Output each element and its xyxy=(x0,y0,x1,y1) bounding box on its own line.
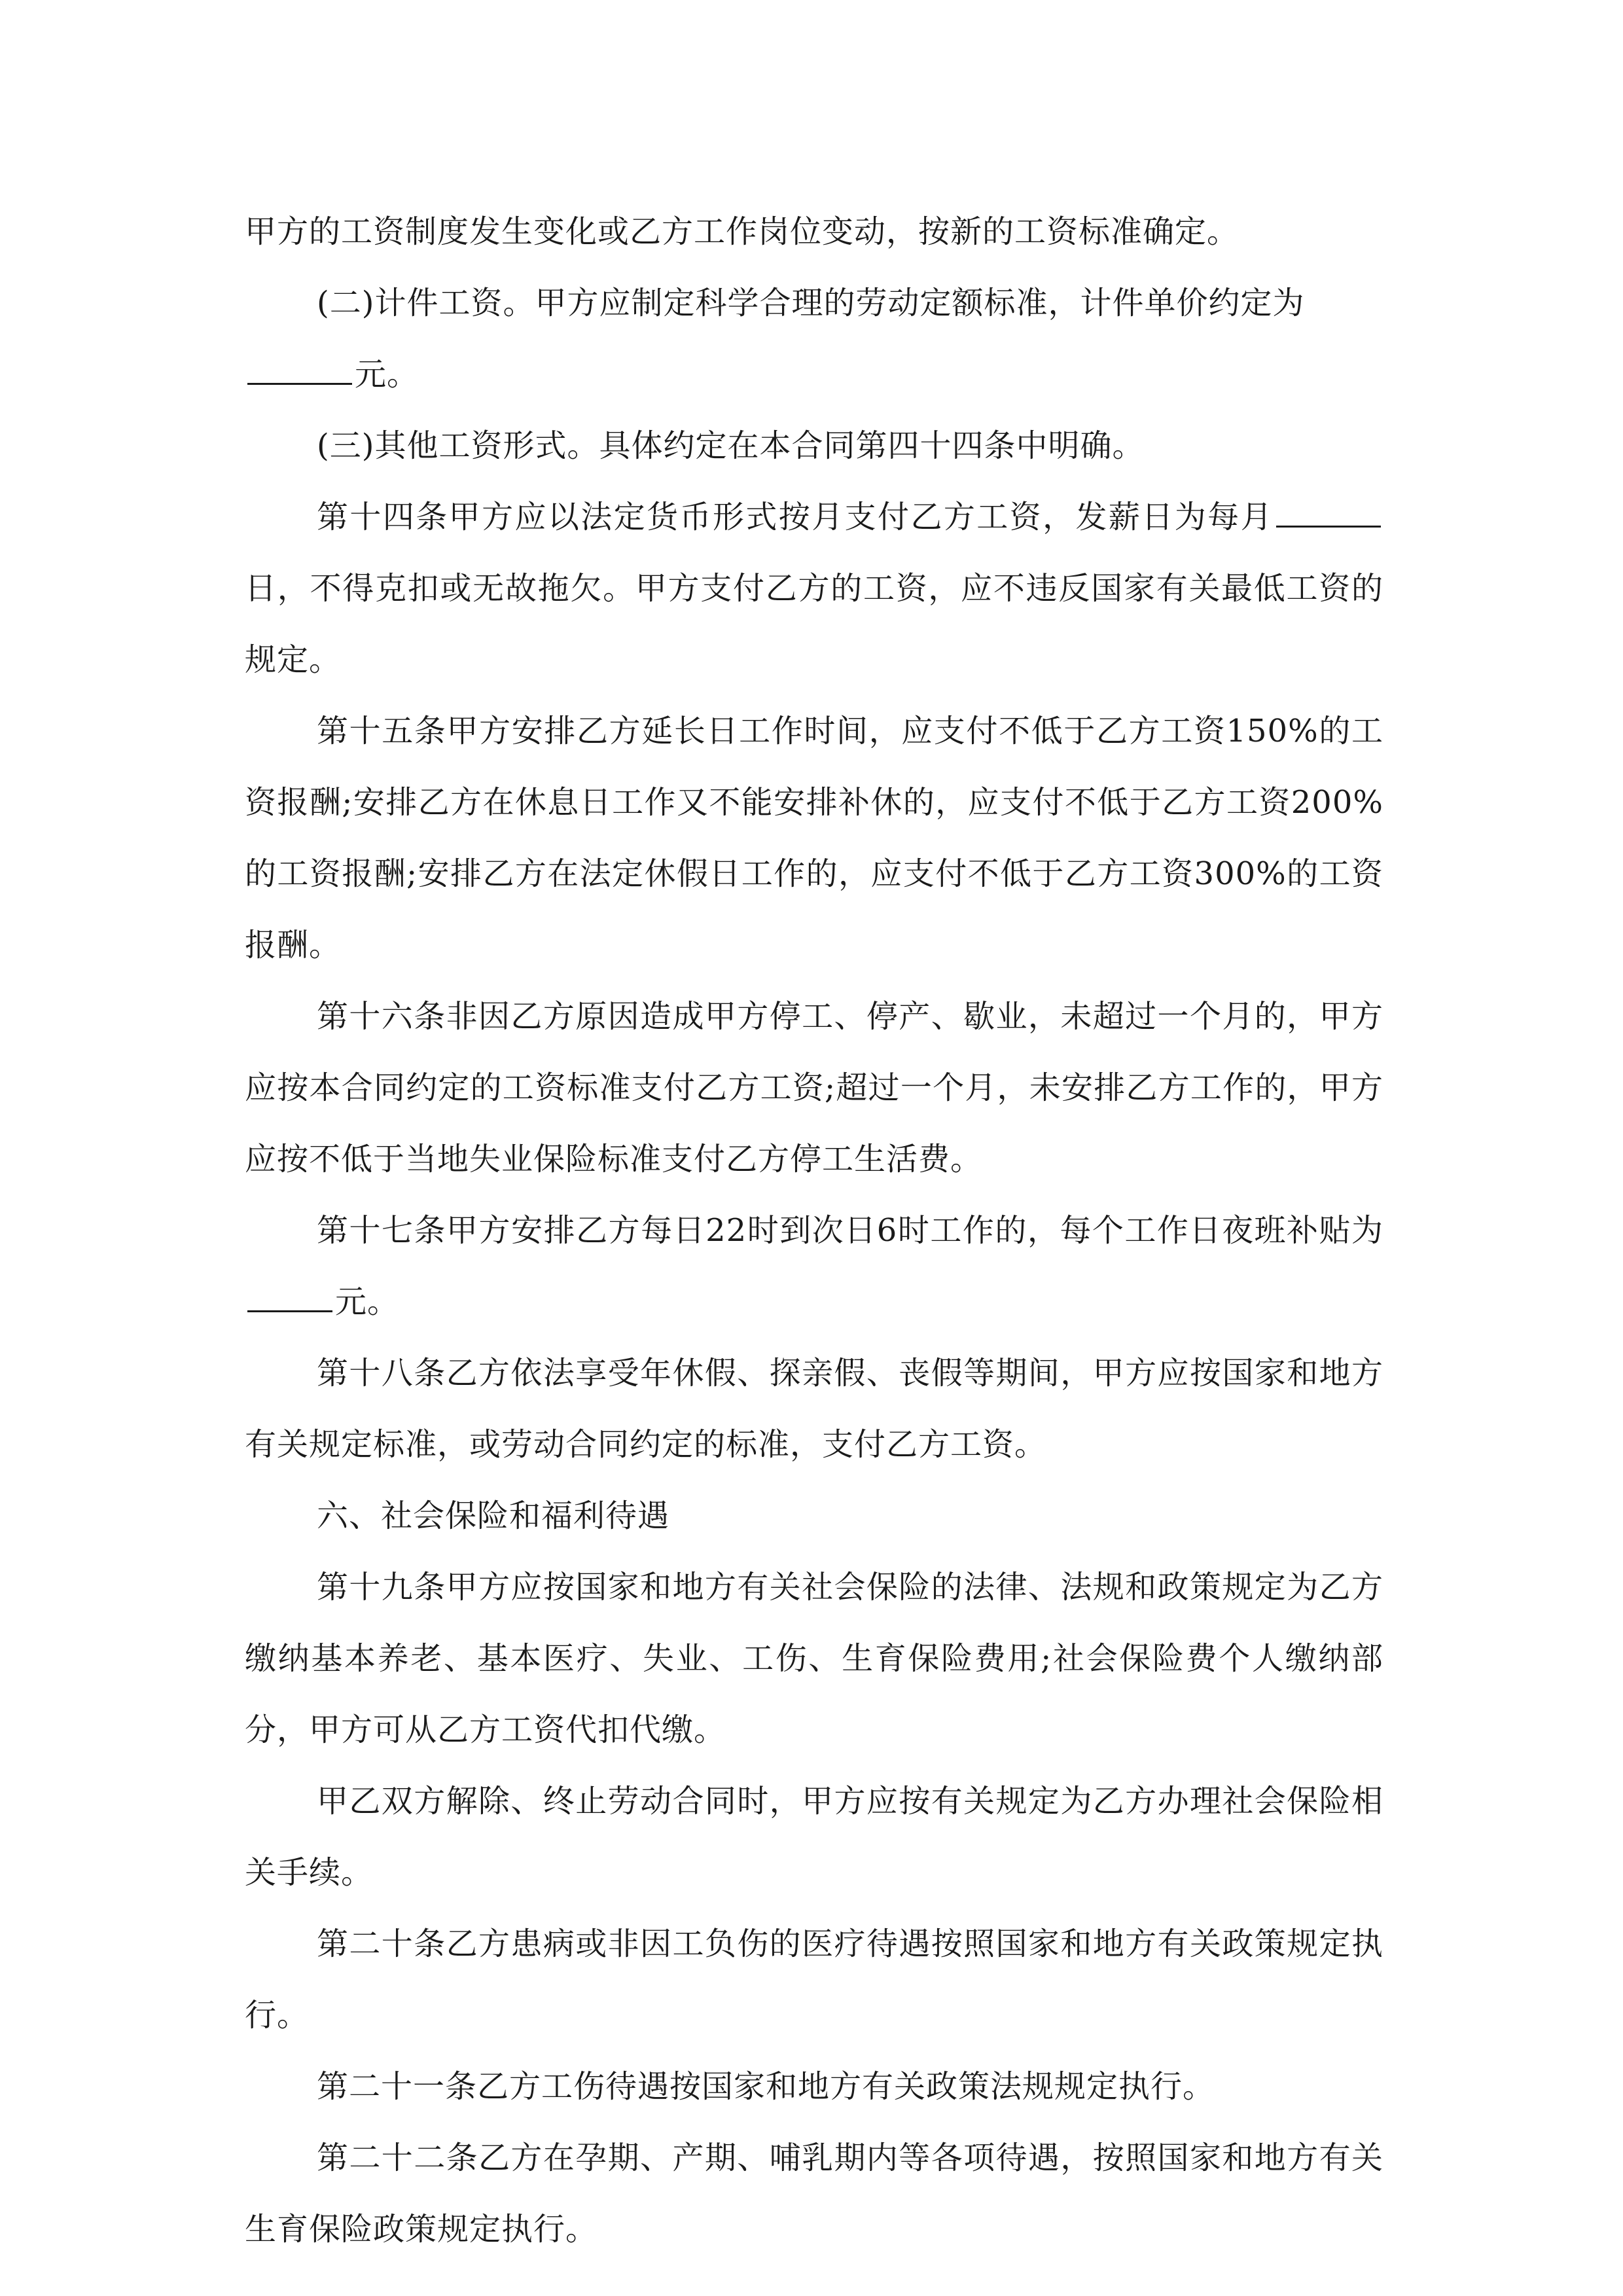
paragraph-article-18 xyxy=(245,1338,1383,1480)
paragraph-wage-change xyxy=(245,196,1383,268)
document-body xyxy=(245,196,1383,2265)
fill-in-blank xyxy=(247,354,352,385)
paragraph-article-21 xyxy=(245,2051,1383,2123)
paragraph-text: (三)其他工资形式。具体约定在本合同第四十四条中明确。 xyxy=(317,427,1145,464)
section-heading-social-insurance xyxy=(245,1480,1383,1552)
paragraph-text-after: 元。 xyxy=(355,356,419,393)
paragraph-text: 第十七条甲方安排乙方每日22时到次日6时工作的，每个工作日夜班补贴为 xyxy=(317,1212,1383,1249)
fill-in-blank xyxy=(247,1282,332,1312)
paragraph-text: 第十四条甲方应以法定货币形式按月支付乙方工资，发薪日为每月 xyxy=(317,499,1274,535)
paragraph-text: 第十五条甲方安排乙方延长日工作时间，应支付不低于乙方工资150%的工资报酬;安排乙方在休息日工作又不能安排补休的，应支付不低于乙方工资200%的工资报酬;安排乙方在法定休假日工作的，应支付不低于乙方工资300%的工资报酬。 xyxy=(245,713,1383,963)
paragraph-text: 第十九条甲方应按国家和地方有关社会保险的法律、法规和政策规定为乙方缴纳基本养老、基本医疗、失业、工伤、生育保险费用;社会保险费个人缴纳部分，甲方可从乙方工资代扣代缴。 xyxy=(245,1569,1383,1748)
paragraph-text: 第二十一条乙方工伤待遇按国家和地方有关政策法规规定执行。 xyxy=(317,2068,1215,2105)
paragraph-text-after: 日，不得克扣或无故拖欠。甲方支付乙方的工资，应不违反国家有关最低工资的规定。 xyxy=(245,570,1383,678)
paragraph-text: 第二十二条乙方在孕期、产期、哺乳期内等各项待遇，按照国家和地方有关生育保险政策规定执行。 xyxy=(245,2140,1383,2248)
paragraph-article-16 xyxy=(245,981,1383,1195)
paragraph-termination-insurance xyxy=(245,1766,1383,1909)
paragraph-text: 第十八条乙方依法享受年休假、探亲假、丧假等期间，甲方应按国家和地方有关规定标准，或劳动合同约定的标准，支付乙方工资。 xyxy=(245,1355,1383,1463)
section-heading-text: 六、社会保险和福利待遇 xyxy=(317,1498,670,1534)
paragraph-article-17 xyxy=(245,1195,1383,1338)
paragraph-text: 第二十条乙方患病或非因工负伤的医疗待遇按照国家和地方有关政策规定执行。 xyxy=(245,1926,1383,2034)
fill-in-blank xyxy=(1276,497,1381,528)
paragraph-article-14 xyxy=(245,482,1383,696)
paragraph-text: 甲乙双方解除、终止劳动合同时，甲方应按有关规定为乙方办理社会保险相关手续。 xyxy=(245,1783,1383,1891)
paragraph-piece-wage xyxy=(245,268,1383,410)
paragraph-other-wage xyxy=(245,410,1383,482)
paragraph-article-19 xyxy=(245,1552,1383,1766)
paragraph-text: (二)计件工资。甲方应制定科学合理的劳动定额标准，计件单价约定为 xyxy=(317,285,1305,321)
paragraph-article-20 xyxy=(245,1909,1383,2051)
paragraph-text-after: 元。 xyxy=(335,1283,400,1320)
paragraph-text: 甲方的工资制度发生变化或乙方工作岗位变动，按新的工资标准确定。 xyxy=(245,213,1240,250)
paragraph-article-15 xyxy=(245,696,1383,981)
paragraph-article-22 xyxy=(245,2123,1383,2265)
paragraph-text: 第十六条非因乙方原因造成甲方停工、停产、歇业，未超过一个月的，甲方应按本合同约定的工资标准支付乙方工资;超过一个月，未安排乙方工作的，甲方应按不低于当地失业保险标准支付乙方停工生活费。 xyxy=(245,998,1383,1177)
